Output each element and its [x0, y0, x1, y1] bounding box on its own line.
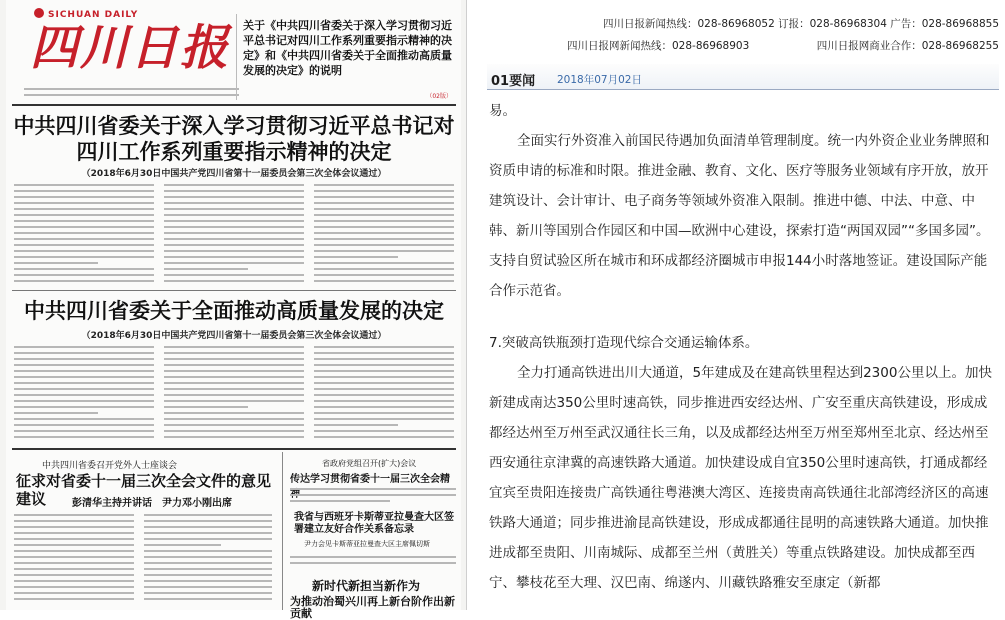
- article-panel: [467, 0, 1005, 610]
- bottom-left-column-1: [14, 514, 134, 604]
- subhead-1: （2018年6月30日中国共产党四川省第十一届委员会第三次全体会议通过）: [81, 169, 387, 179]
- newspaper-logo: 四川日报: [30, 20, 231, 76]
- article-2-column-1: [14, 346, 154, 442]
- divider: [12, 448, 456, 450]
- bottom-right-item-2[interactable]: 新时代新担当新作为: [312, 579, 421, 593]
- hotline-row-1: 四川日报新闻热线：028-86968052 订报：028-86968304 广告：028-86968855: [603, 18, 999, 30]
- section-header: [487, 64, 999, 90]
- bottom-right-kicker: 省政府党组召开(扩大)会议: [322, 459, 417, 468]
- newspaper-page-image[interactable]: [0, 0, 467, 620]
- article-1-column-1: [14, 184, 154, 286]
- hotline-web-business: 四川日报网商业合作：028-86968255: [816, 40, 999, 52]
- article-paragraph: 易。: [489, 103, 516, 119]
- article-1-column-2: [164, 184, 304, 286]
- article-2-column-2: [164, 346, 304, 442]
- bottom-left-kicker: 中共四川省委召开党外人士座谈会: [42, 461, 178, 471]
- bottom-left-column-2: [144, 514, 272, 604]
- masthead-page-ref: （02版）: [426, 93, 452, 100]
- newspaper-sheet: [6, 0, 461, 620]
- hotline-web-news: 四川日报网新闻热线：028-86968903: [567, 40, 750, 52]
- masthead-english-name: SICHUAN DAILY: [34, 8, 138, 20]
- bottom-left-subhead: 彭清华主持并讲话 尹力邓小刚出席: [72, 498, 232, 509]
- article-paragraph: 全力打通高铁进出川大通道，5年建成及在建高铁里程达到2300公里以上。加快新建成南达350公里时速高铁，同步推进西安经达州、广安至重庆高铁建设，形成成都经达州至万州至武汉通往长三角，以及成都经达州至万州至郑州至北京、经达州至西安通往京津冀的高速铁路大通道。加快建设成自宜350公里时速高铁，打通成都经宜宾至贵阳连接贵广高铁通往粤港澳大湾区、连接贵南高铁通往北部湾经济区的高速铁路大通道；同步推进渝昆高铁建设，形成成都通往昆明的高速铁路大通道。加快推进成都至贵阳、川南城际、成都至兰州（黄胜关）等重点铁路建设。加快成都至西宁、攀枝花至大理、汉巴南、绵遂内、川藏铁路雅安至康定（新都: [489, 365, 992, 591]
- column-divider: [282, 452, 283, 610]
- divider: [12, 104, 456, 106]
- article-section-title: 7.突破高铁瓶颈打造现代综合交通运输体系。: [489, 335, 759, 351]
- bottom-right-column: [290, 488, 456, 506]
- section-name: 01要闻: [491, 74, 536, 89]
- subhead-2: （2018年6月30日中国共产党四川省第十一届委员会第三次全体会议通过）: [81, 331, 387, 341]
- masthead-meta-lines: [24, 88, 239, 100]
- bottom-right-item-1[interactable]: 我省与西班牙卡斯蒂亚拉曼查大区签署建立友好合作关系备忘录: [294, 512, 454, 535]
- masthead-note-box[interactable]: [236, 14, 458, 100]
- article-2-column-3: [314, 346, 454, 442]
- section-date: 2018年07月02日: [557, 74, 642, 86]
- article-1-column-3: [314, 184, 454, 286]
- article-paragraph: 全面实行外资准入前国民待遇加负面清单管理制度。统一内外资企业业务牌照和资质申请的标准和时限。推进金融、教育、文化、医疗等服务业领域有序开放，放开建筑设计、会计审计、电子商务等领域外资准入限制。推进中德、中法、中意、中韩、新川等国别合作园区和中国—欧洲中心建设，探索打造“两国双园”“多国多园”。支持自贸试验区所在城市和环成都经济圈城市申报144小时落地签证。建设国际产能合作示范省。: [489, 133, 990, 299]
- bottom-right-item-2-sub: 为推动治蜀兴川再上新台阶作出新贡献: [290, 595, 455, 620]
- article-body: [489, 96, 997, 598]
- masthead: [12, 8, 232, 104]
- headline-2[interactable]: 中共四川省委关于全面推动高质量发展的决定: [24, 299, 444, 323]
- bottom-right-headline[interactable]: 传达学习贯彻省委十一届三次全会精: [290, 474, 450, 485]
- masthead-note: 关于《中共四川省委关于深入学习贯彻习近平总书记对四川工作系列重要指示精神的决定》和《中共四川省委关于全面推动高质量发展的决定》的说明: [243, 19, 452, 77]
- divider: [12, 290, 456, 291]
- bottom-right-column-2: [290, 556, 456, 568]
- headline-1[interactable]: 中共四川省委关于深入学习贯彻习近平总书记对四川工作系列重要指示精神的决定: [13, 114, 455, 164]
- bottom-left-headline[interactable]: 征求对省委十一届三次全会文件的意见建议: [16, 472, 272, 508]
- bottom-right-item-1-sub: 尹力会见卡斯蒂亚拉曼查大区主席佩切斯: [304, 540, 430, 548]
